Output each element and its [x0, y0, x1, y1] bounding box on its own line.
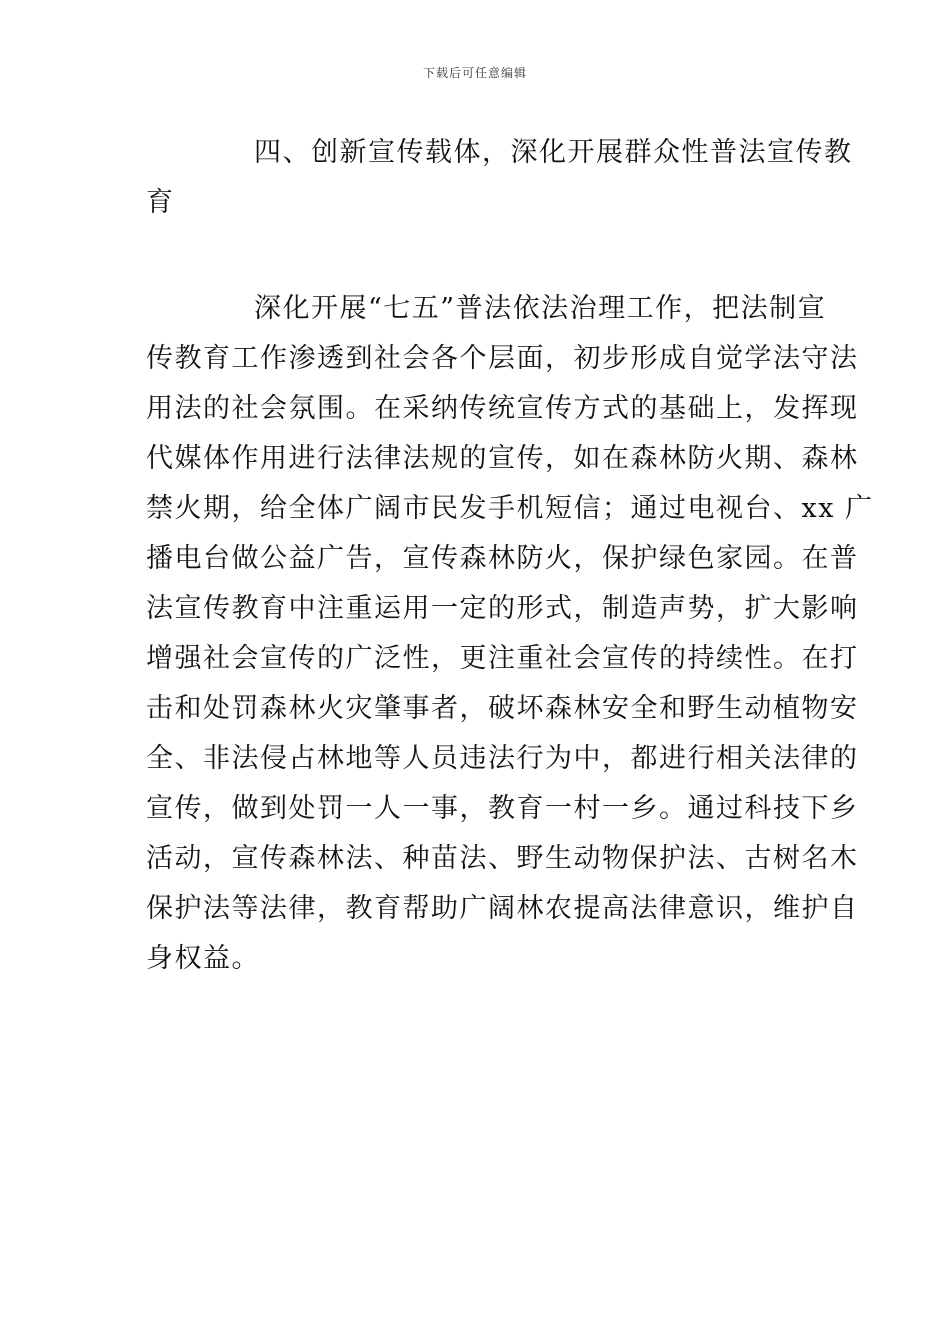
paragraph-line: 禁火期，给全体广阔市民发手机短信；通过电视台、xx 广 — [146, 493, 874, 524]
paragraph-line: 法宣传教育中注重运用一定的形式，制造声势，扩大影响 — [146, 593, 859, 624]
section-heading-line-2: 育 — [146, 187, 175, 218]
paragraph-line: 击和处罚森林火灾肇事者，破坏森林安全和野生动植物安 — [146, 693, 859, 724]
paragraph-line: 全、非法侵占林地等人员违法行为中，都进行相关法律的 — [146, 743, 859, 774]
paragraph-line: 传教育工作渗透到社会各个层面，初步形成自觉学法守法 — [146, 343, 859, 374]
paragraph-line: 宣传，做到处罚一人一事，教育一村一乡。通过科技下乡 — [146, 793, 859, 824]
document-body — [146, 128, 874, 984]
paragraph-line: 播电台做公益广告，宣传森林防火，保护绿色家园。在普 — [146, 543, 859, 574]
paragraph-line: 增强社会宣传的广泛性，更注重社会宣传的持续性。在打 — [146, 643, 859, 674]
section-heading-line-1: 四、创新宣传载体，深化开展群众性普法宣传教 — [254, 137, 853, 168]
paragraph-line: 代媒体作用进行法律法规的宣传，如在森林防火期、森林 — [146, 443, 859, 474]
paragraph-line: 身权益。 — [146, 943, 260, 974]
paragraph-line: 深化开展“七五”普法依法治理工作，把法制宣 — [254, 293, 827, 324]
page-header: 下载后可任意编辑 — [422, 66, 527, 80]
paragraph-line: 保护法等法律，教育帮助广阔林农提高法律意识，维护自 — [146, 893, 859, 924]
paragraph-spacer — [146, 228, 810, 284]
paragraph-line: 用法的社会氛围。在采纳传统宣传方式的基础上，发挥现 — [146, 393, 859, 424]
paragraph-line: 活动，宣传森林法、种苗法、野生动物保护法、古树名木 — [146, 843, 859, 874]
